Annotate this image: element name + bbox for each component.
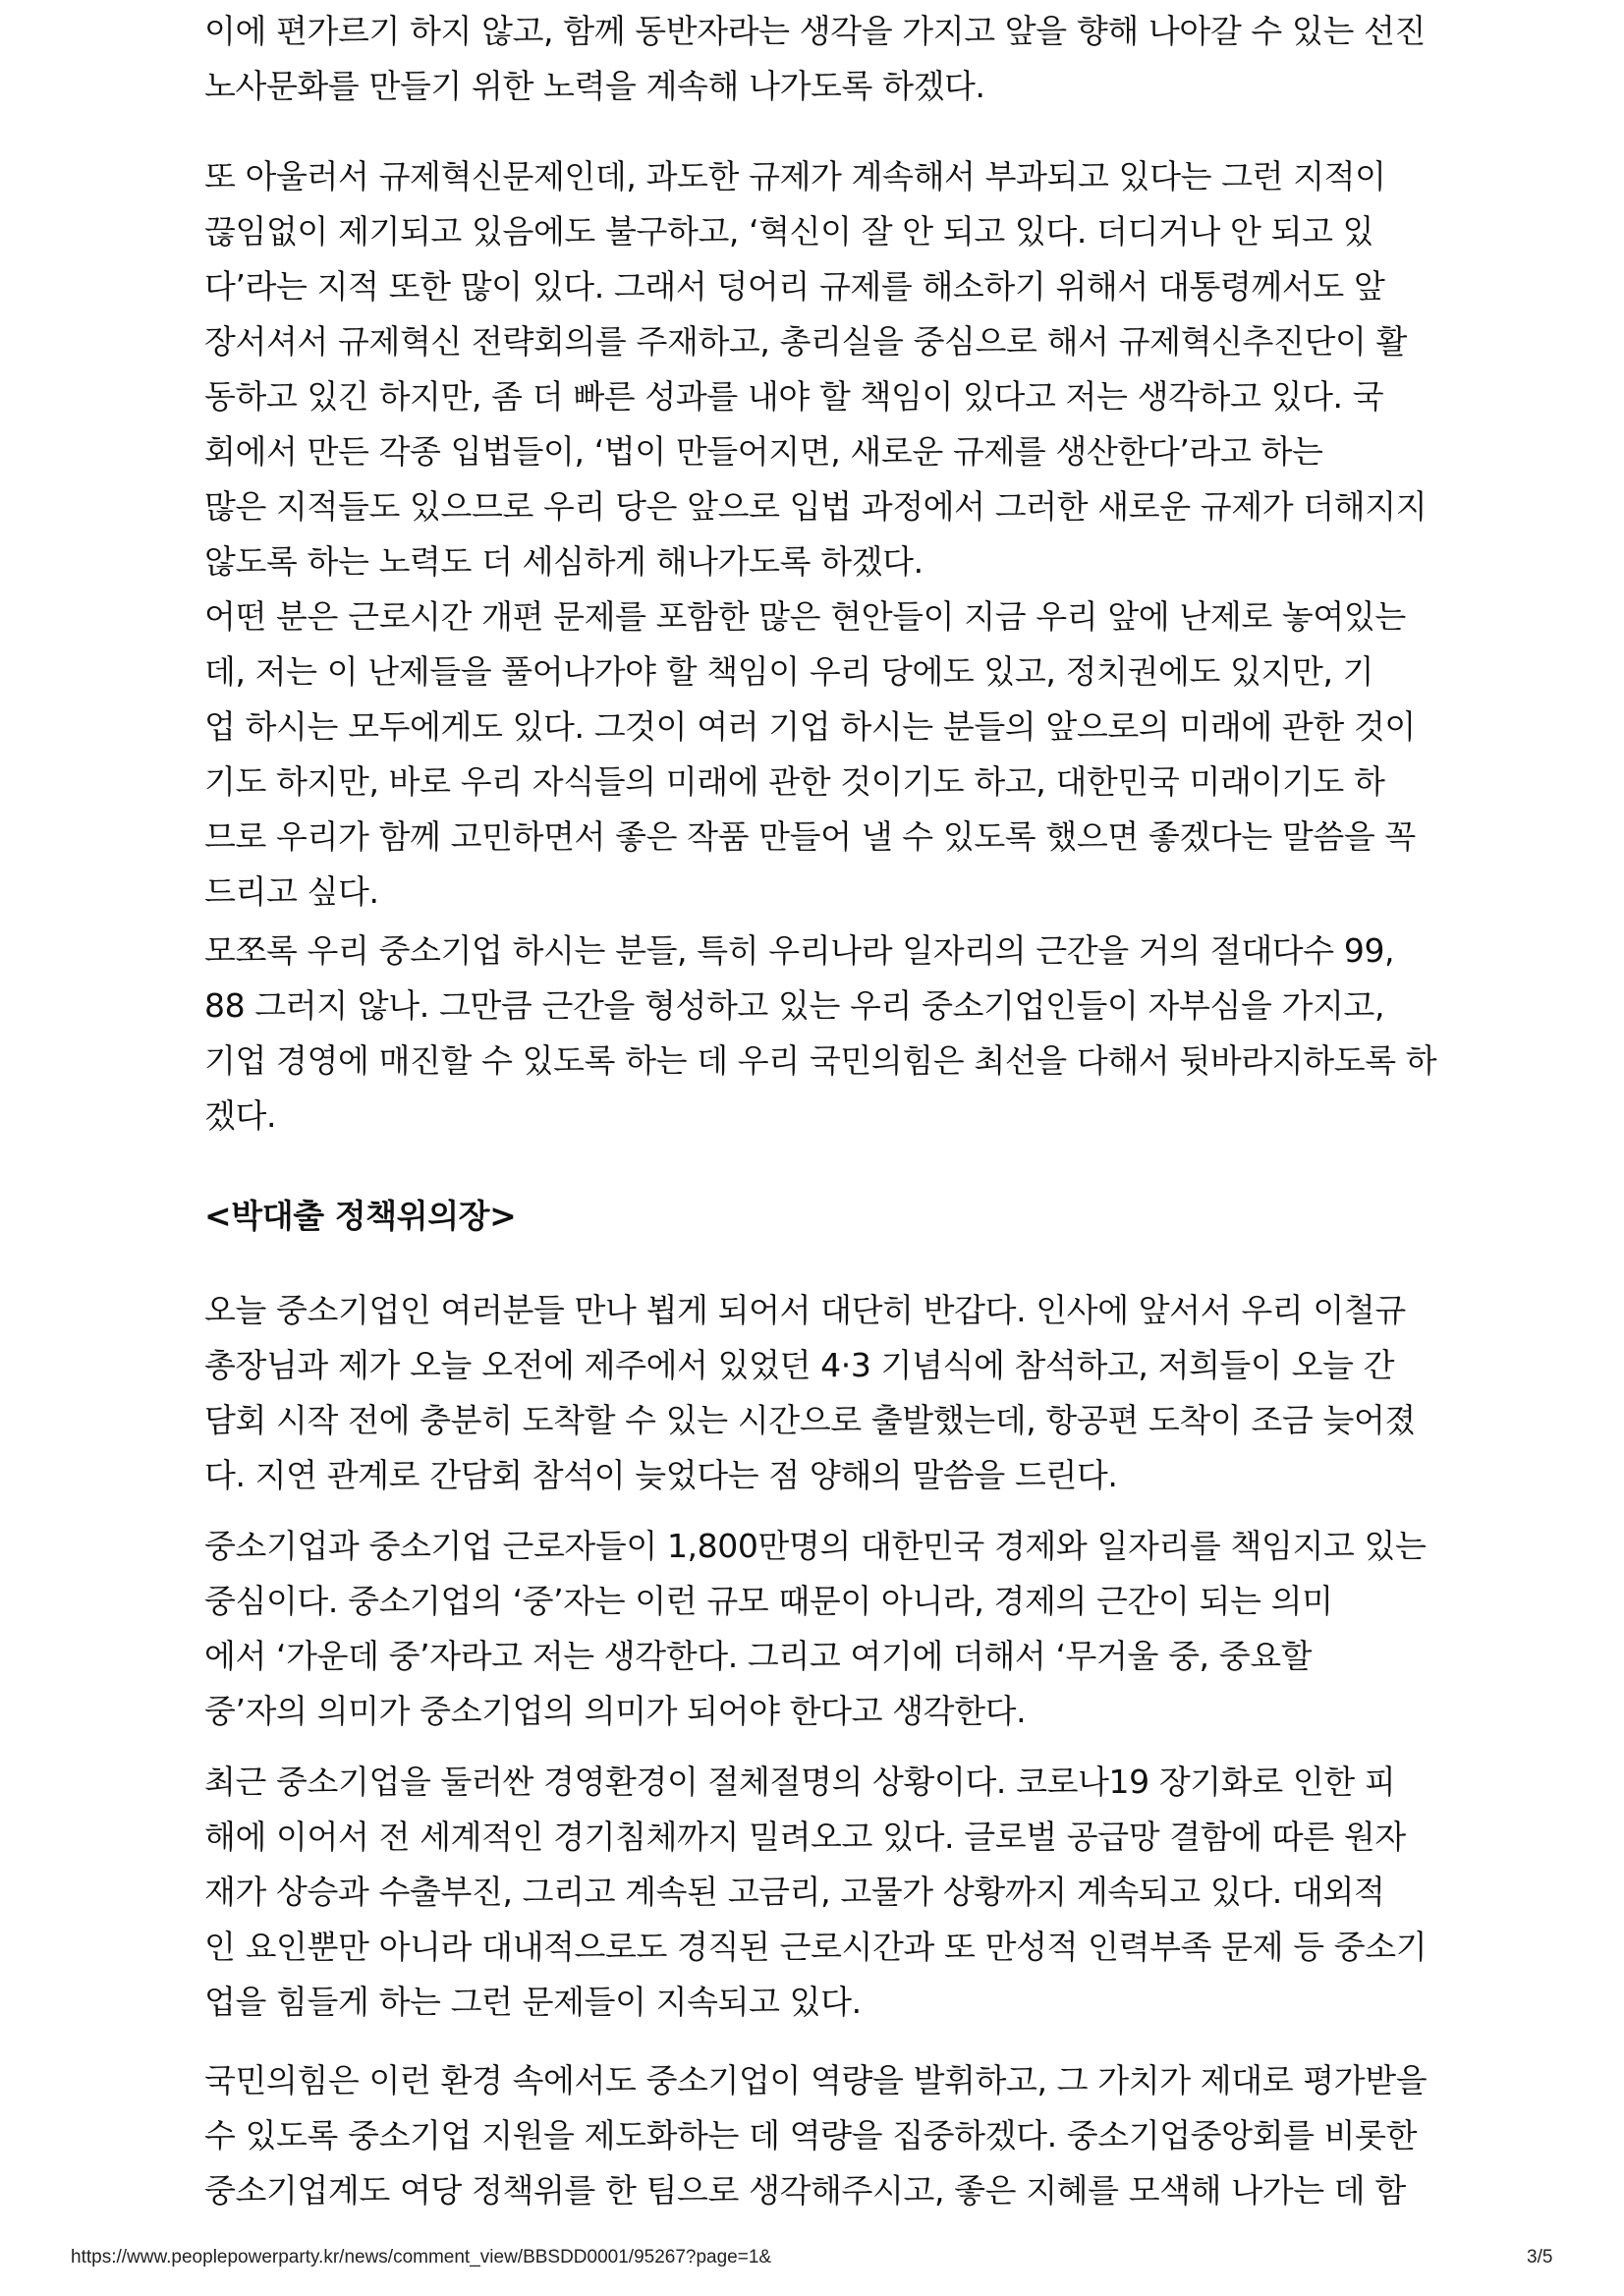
paragraph-line: 총장님과 제가 오늘 오전에 제주에서 있었던 4·3 기념식에 참석하고, 저희들이 오늘 간: [204, 1346, 1395, 1384]
paragraph-line: 다’라는 지적 또한 많이 있다. 그래서 덩어리 규제를 해소하기 위해서 대통령께서도 앞: [204, 267, 1385, 306]
paragraph-line: 또 아울러서 규제혁신문제인데, 과도한 규제가 계속해서 부과되고 있다는 그런 지적이: [204, 157, 1386, 196]
paragraph-line: 중’자의 의미가 중소기업의 의미가 되어야 한다고 생각한다.: [204, 1692, 1027, 1730]
paragraph-line: 에서 ‘가운데 중’자라고 저는 생각한다. 그리고 여기에 더해서 ‘무거울 중, 중요할: [204, 1637, 1313, 1675]
paragraph-line: 기도 하지만, 바로 우리 자식들의 미래에 관한 것이기도 하고, 대한민국 미래이기도 하: [204, 762, 1385, 801]
paragraph-line: 중소기업과 중소기업 근로자들이 1,800만명의 대한민국 경제와 일자리를 책임지고 있는: [204, 1527, 1427, 1565]
paragraph-line: 업을 힘들게 하는 그런 문제들이 지속되고 있다.: [204, 1983, 862, 2021]
paragraph-line: 데, 저는 이 난제들을 풀어나가야 할 책임이 우리 당에도 있고, 정치권에도 있지만, 기: [204, 652, 1374, 691]
paragraph-line: 회에서 만든 각종 입법들이, ‘법이 만들어지면, 새로운 규제를 생산한다’라고 하는: [204, 432, 1323, 471]
paragraph: [204, 1519, 1426, 1739]
paragraph-line: 모쪼록 우리 중소기업 하시는 분들, 특히 우리나라 일자리의 근간을 거의 절대다수 99,: [204, 931, 1395, 970]
paragraph: [204, 2053, 1427, 2218]
paragraph-line: 담회 시작 전에 충분히 도착할 수 있는 시간으로 출발했는데, 항공편 도착이 조금 늦어졌: [204, 1401, 1416, 1439]
heading-block: [204, 1189, 516, 1244]
footer-page-number: 3/5: [1527, 2247, 1553, 2268]
paragraph-line: 국민의힘은 이런 환경 속에서도 중소기업이 역량을 발휘하고, 그 가치가 제대로 평가받을: [204, 2061, 1428, 2100]
paragraph-line: 동하고 있긴 하지만, 좀 더 빠른 성과를 내야 할 책임이 있다고 저는 생각하고 있다. 국: [204, 377, 1384, 416]
paragraph-line: 수 있도록 중소기업 지원을 제도화하는 데 역량을 집중하겠다. 중소기업중앙회를 비롯한: [204, 2116, 1418, 2155]
paragraph: [204, 149, 1427, 589]
paragraph-line: 해에 이어서 전 세계적인 경기침체까지 밀려오고 있다. 글로벌 공급망 결함에 따른 원자: [204, 1818, 1406, 1856]
paragraph: [204, 1755, 1427, 2030]
paragraph: [204, 1283, 1416, 1503]
paragraph-line: 어떤 분은 근로시간 개편 문제를 포함한 많은 현안들이 지금 우리 앞에 난제로 놓여있는: [204, 597, 1406, 636]
paragraph-line: 끊임없이 제기되고 있음에도 불구하고, ‘혁신이 잘 안 되고 있다. 더디거나 안 되고 있: [204, 212, 1374, 251]
paragraph-line: 최근 중소기업을 둘러싼 경영환경이 절체절명의 상황이다. 코로나19 장기화로 인한 피: [204, 1763, 1396, 1801]
paragraph-line: 노사문화를 만들기 위한 노력을 계속해 나가도록 하겠다.: [204, 67, 985, 105]
paragraph-line: 드리고 싶다.: [204, 872, 379, 911]
paragraph-line: 업 하시는 모두에게도 있다. 그것이 여러 기업 하시는 분들의 앞으로의 미래에 관한 것이: [204, 707, 1416, 746]
paragraph-line: 오늘 중소기업인 여러분들 만나 뵙게 되어서 대단히 반갑다. 인사에 앞서서 우리 이철규: [204, 1291, 1406, 1329]
paragraph-line: 므로 우리가 함께 고민하면서 좋은 작품 만들어 낼 수 있도록 했으면 좋겠다는 말씀을 꼭: [204, 817, 1416, 856]
paragraph-line: 장서셔서 규제혁신 전략회의를 주재하고, 총리실을 중심으로 해서 규제혁신추진단이 활: [204, 322, 1408, 361]
paragraph-line: 재가 상승과 수출부진, 그리고 계속된 고금리, 고물가 상황까지 계속되고 있다. 대외적: [204, 1873, 1385, 1911]
paragraph: [204, 589, 1416, 920]
paragraph-line: 기업 경영에 매진할 수 있도록 하는 데 우리 국민의힘은 최선을 다해서 뒷바라지하도록 하: [204, 1041, 1437, 1080]
paragraph-line: 이에 편가르기 하지 않고, 함께 동반자라는 생각을 가지고 앞을 향해 나아갈 수 있는 선진: [204, 12, 1426, 50]
paragraph-line: 중심이다. 중소기업의 ‘중’자는 이런 규모 때문이 아니라, 경제의 근간이 되는 의미: [204, 1582, 1333, 1620]
paragraph-line: 않도록 하는 노력도 더 세심하게 해나가도록 하겠다.: [204, 542, 924, 581]
section-heading: <박대출 정책위의장>: [204, 1197, 517, 1235]
paragraph: [204, 924, 1436, 1144]
paragraph-line: 88 그러지 않나. 그만큼 근간을 형성하고 있는 우리 중소기업인들이 자부심을 가지고,: [204, 986, 1385, 1025]
paragraph-line: 많은 지적들도 있으므로 우리 당은 앞으로 입법 과정에서 그러한 새로운 규제가 더해지지: [204, 487, 1428, 526]
paragraph: [204, 4, 1426, 114]
paragraph-line: 중소기업계도 여당 정책위를 한 팀으로 생각해주시고, 좋은 지혜를 모색해 나가는 데 함: [204, 2171, 1406, 2210]
paragraph-line: 다. 지연 관계로 간담회 참석이 늦었다는 점 양해의 말씀을 드린다.: [204, 1456, 1118, 1494]
paragraph-line: 인 요인뿐만 아니라 대내적으로도 경직된 근로시간과 또 만성적 인력부족 문제 등 중소기: [204, 1928, 1428, 1966]
footer-url: https://www.peoplepowerparty.kr/news/comment_view/BBSDD0001/95267?page=1&: [71, 2247, 772, 2268]
paragraph-line: 겠다.: [204, 1096, 277, 1135]
